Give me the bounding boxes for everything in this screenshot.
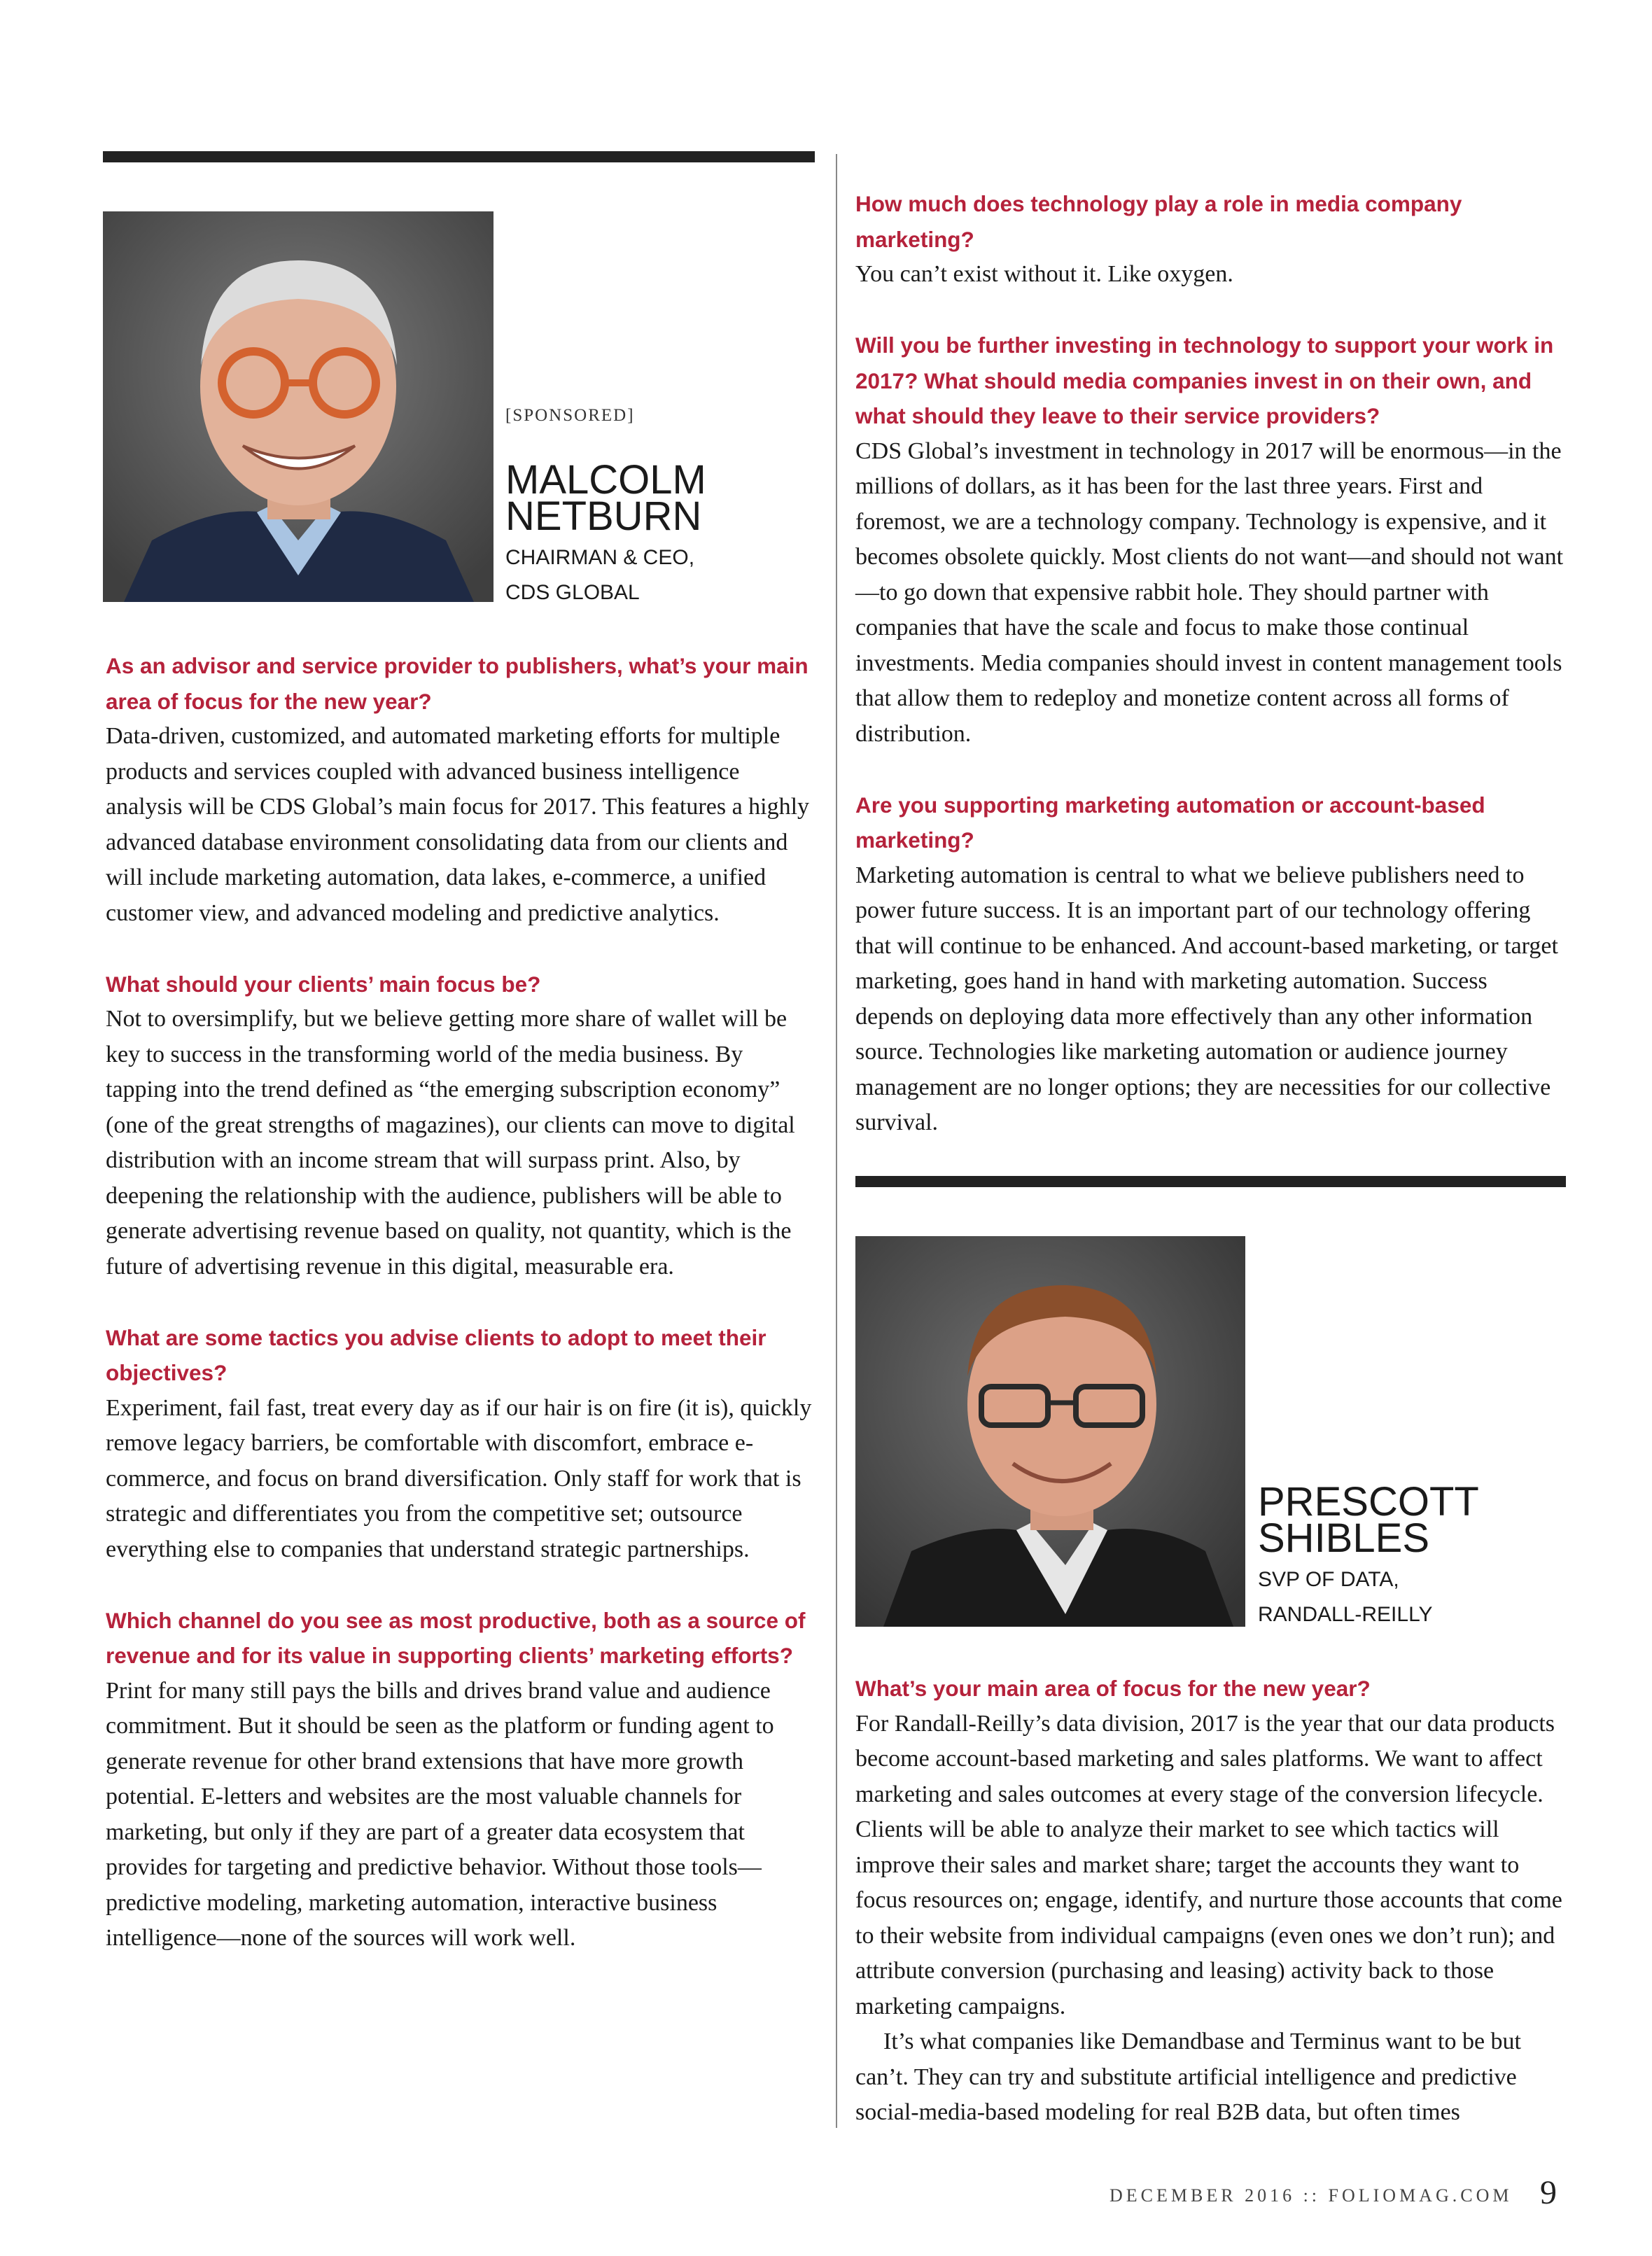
question: What’s your main area of focus for the new year? <box>855 1676 1371 1701</box>
top-rule-left <box>103 151 815 162</box>
profile-name-line1: MALCOLM <box>505 457 706 503</box>
question: Will you be further investing in technology to support your work in 2017? What should media companies invest in on their own, and what should they leave to their service providers? <box>855 332 1554 428</box>
right-column-top <box>855 186 1564 1141</box>
profile-name-line2: NETBURN <box>505 493 702 539</box>
question: What are some tactics you advise clients to adopt to meet their objectives? <box>106 1324 766 1385</box>
footer-text: DECEMBER 2016 :: FOLIOMAG.COM <box>1110 2185 1513 2206</box>
question: How much does technology play a role in media company marketing? <box>855 191 1462 252</box>
page-number: 9 <box>1540 2174 1557 2211</box>
profile-name-line1: PRESCOTT <box>1258 1479 1479 1525</box>
question: Are you supporting marketing automation or account-based marketing? <box>855 792 1485 853</box>
portrait-illustration <box>855 1236 1245 1627</box>
answer: It’s what companies like Demandbase and Terminus want to be but can’t. They can try and substitute artificial intelligence and predictive social-media-based modeling for real B2B data, but often times <box>855 2029 1521 2125</box>
top-rule-right <box>855 1176 1566 1187</box>
profile-name <box>1258 1479 1479 1561</box>
sponsored-label: [SPONSORED] <box>505 406 635 425</box>
portrait-photo-malcolm-netburn <box>103 211 493 602</box>
answer: For Randall-Reilly’s data division, 2017 is the year that our data products become account-based marketing and sales platforms. We want to affect marketing and sales outcomes at every stage of the conversion lifecycle. Clients will be able to analyze their market to see which tactics will improve their sales and market share; target the accounts they want to focus resources on; engage, identify, and nurture those accounts that come to their website from individual campaigns (even ones we don’t run); and attribute conversion (purchasing and leasing) activity back to those marketing campaigns. <box>855 1710 1562 2019</box>
profile-title-line2: RANDALL-REILLY <box>1258 1603 1433 1626</box>
answer: Print for many still pays the bills and drives brand value and audience commitment. But it should be seen as the platform or funding agent to generate revenue for other brand extensions that have more growth potential. E-letters and websites are the most valuable channels for marketing, but only if they are part of a greater data ecosystem that provides for targeting and predictive behavior. Without those tools—predictive modeling, marketing automation, interactive business intelligence—none of the sources will work well. <box>106 1677 774 1951</box>
answer: Not to oversimplify, but we believe getting more share of wallet will be key to success in the transforming world of the media business. By tapping into the trend defined as “the emerging subscription economy” (one of the great strengths of magazines), our clients can move to digital distribution with an income stream that will surpass print. Also, by deepening the relationship with the audience, publishers will be able to generate advertising revenue based on quality, not quantity, which is the future of advertising revenue in this digital, measurable era. <box>106 1006 795 1280</box>
answer: You can’t exist without it. Like oxygen. <box>855 261 1233 287</box>
profile-title-line2: CDS GLOBAL <box>505 581 640 604</box>
answer: CDS Global’s investment in technology in 2017 will be enormous—in the millions of dollars, as it has been for the last three years. First and foremost, we are a technology company. Technology is expensive, and it becomes obsolete quickly. Most clients do not want—and should not want—to go down that expensive rabbit hole. They should partner with companies that have the scale and focus to make those continual investments. Media companies should invest in content management tools that allow them to redeploy and monetize content across all forms of distribution. <box>855 437 1564 747</box>
question: What should your clients’ main focus be? <box>106 971 541 997</box>
profile-title-line1: SVP OF DATA, <box>1258 1568 1399 1591</box>
profile-title-line1: CHAIRMAN & CEO, <box>505 546 695 569</box>
column-divider <box>836 154 837 2128</box>
answer: Marketing automation is central to what we believe publishers need to power future success. It is an important part of our technology offering that will continue to be enhanced. And account-based marketing, or target marketing, goes hand in hand with marketing automation. Success depends on deploying data more effectively than any other information source. Technologies like marketing automation or audience journey management are no longer options; they are necessities for our collective survival. <box>855 862 1558 1135</box>
answer: Experiment, fail fast, treat every day as if our hair is on fire (it is), quickly remove legacy barriers, be comfortable with discomfort, embrace e-commerce, and focus on brand diversification. Only staff for work that is strategic and differentiates you from the competitive set; outsource everything else to companies that understand strategic partnerships. <box>106 1394 812 1562</box>
question: Which channel do you see as most productive, both as a source of revenue and for its value in supporting clients’ marketing efforts? <box>106 1607 806 1668</box>
profile-name-line2: SHIBLES <box>1258 1515 1429 1561</box>
left-column <box>106 648 814 1956</box>
portrait-illustration <box>103 211 493 602</box>
profile-title <box>505 540 694 610</box>
question: As an advisor and service provider to publishers, what’s your main area of focus for the new year? <box>106 653 808 714</box>
profile-name <box>505 457 706 539</box>
profile-title <box>1258 1562 1433 1632</box>
right-column-bottom <box>855 1671 1564 2131</box>
answer: Data-driven, customized, and automated marketing efforts for multiple products and services coupled with advanced business intelligence analysis will be CDS Global’s main focus for 2017. This features a highly advanced database environment consolidating data from our clients and will include marketing automation, data lakes, e-commerce, a unified customer view, and advanced modeling and predictive analytics. <box>106 723 810 926</box>
portrait-photo-prescott-shibles <box>855 1236 1245 1627</box>
